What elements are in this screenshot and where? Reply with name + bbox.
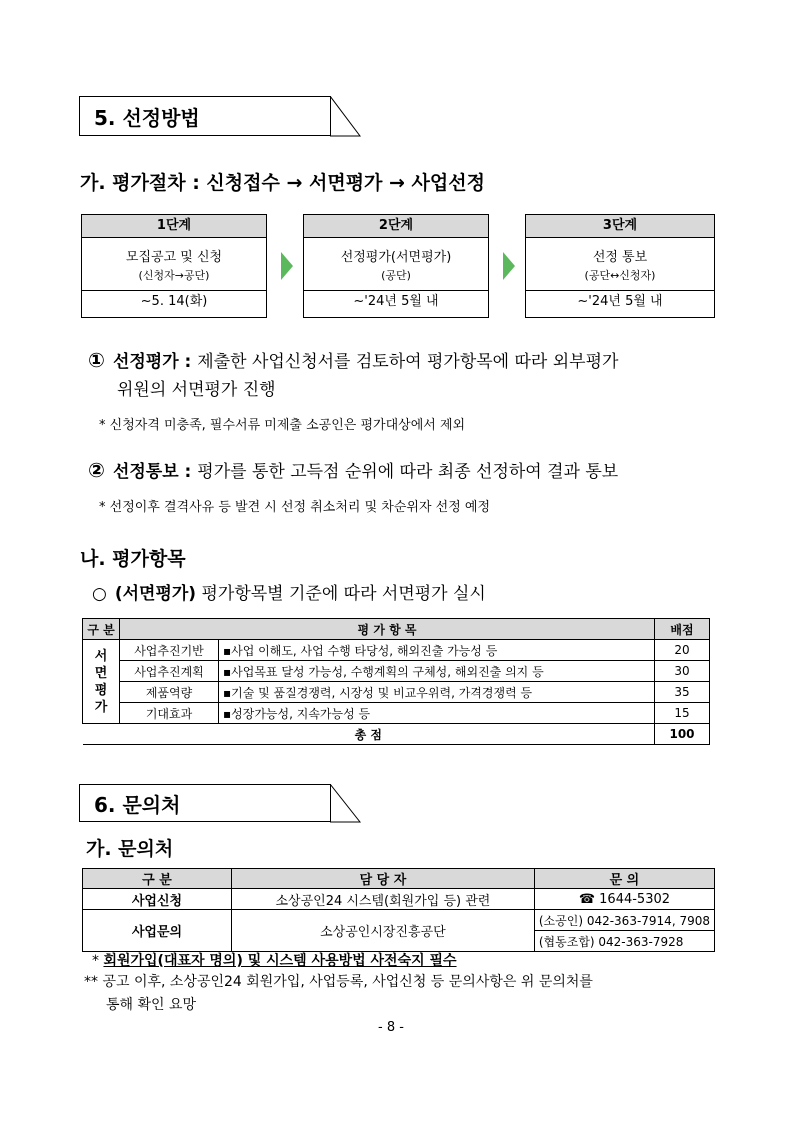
eval-row-desc: ▪성장가능성, 지속가능성 등 <box>219 703 655 724</box>
eval-col-score: 배점 <box>655 619 710 640</box>
step-2-box <box>303 214 489 318</box>
step-1-head: 1단계 <box>82 215 266 238</box>
eval-row-name: 사업추진기반 <box>120 640 219 661</box>
item-1-label: 선정평가 <box>112 352 179 372</box>
eval-total-score: 100 <box>655 724 710 745</box>
item-2-label: 선정통보 <box>112 462 179 482</box>
table-row <box>83 640 710 661</box>
item-2-text: 평가를 통한 고득점 순위에 따라 최종 선정하여 결과 통보 <box>197 462 619 482</box>
eval-row-desc: ▪사업 이해도, 사업 수행 타당성, 해외진출 가능성 등 <box>219 640 655 661</box>
eval-group-label: 서 면 평 가 <box>83 640 120 724</box>
arrow-right-icon <box>281 252 293 280</box>
footnote-2-mark: ** <box>84 974 98 990</box>
contact-row-division: 사업문의 <box>83 910 232 952</box>
page-number: - 8 - <box>378 1020 404 1035</box>
eval-row-name: 사업추진계획 <box>120 661 219 682</box>
section-6-header-tail <box>330 784 362 823</box>
eval-row-score: 20 <box>655 640 710 661</box>
contact-col-division: 구 분 <box>83 869 232 889</box>
step-3-date: ~'24년 5월 내 <box>577 294 663 309</box>
footnote-2-line2: 통해 확인 요망 <box>106 997 197 1013</box>
section-5-title: 5. 선정방법 <box>94 105 200 130</box>
step-1-date: ~5. 14(화) <box>140 294 208 309</box>
table-row <box>83 703 710 724</box>
arrow-right-icon <box>503 252 515 280</box>
contact-row-inquiry: (협동조합) 042-363-7928 <box>534 931 714 952</box>
step-3-box <box>525 214 715 318</box>
eval-intro-text: 평가항목별 기준에 따라 서면평가 실시 <box>201 584 486 604</box>
table-row <box>83 682 710 703</box>
step-3-head: 3단계 <box>526 215 714 238</box>
eval-row-desc: ▪사업목표 달성 가능성, 수행계획의 구체성, 해외진출 의지 등 <box>219 661 655 682</box>
item-1-sep: : <box>178 352 198 372</box>
step-2-sub: (공단) <box>381 268 411 282</box>
eval-col-division: 구 분 <box>83 619 120 640</box>
item-1-text-line2: 위원의 서면평가 진행 <box>117 380 276 400</box>
item-1-note: * 신청자격 미충족, 필수서류 미제출 소공인은 평가대상에서 제외 <box>99 418 466 433</box>
eval-intro-label: (서면평가) <box>114 584 197 604</box>
procedure-heading: 가. 평가절차 : 신청접수 → 서면평가 → 사업선정 <box>80 172 485 194</box>
step-2-date: ~'24년 5월 내 <box>353 294 439 309</box>
evaluation-table <box>82 618 710 745</box>
item-2-note: * 선정이후 결격사유 등 발견 시 선정 취소처리 및 차순위자 선정 예정 <box>99 500 491 515</box>
eval-row-name: 제품역량 <box>120 682 219 703</box>
eval-intro <box>92 580 486 608</box>
table-row-total <box>83 724 710 745</box>
step-1-box <box>81 214 267 318</box>
footnote-1-mark: * <box>92 953 99 969</box>
eval-col-items: 평 가 항 목 <box>120 619 655 640</box>
step-3-sub: (공단↔신청자) <box>584 268 656 282</box>
contact-row-inquiry: (소공인) 042-363-7914, 7908 <box>534 910 714 931</box>
section-5-header-tail <box>330 96 362 137</box>
footnote-1 <box>92 950 457 970</box>
eval-row-score: 30 <box>655 661 710 682</box>
eval-heading: 나. 평가항목 <box>80 548 186 570</box>
eval-row-score: 35 <box>655 682 710 703</box>
step-1-title: 모집공고 및 신청 <box>125 249 223 265</box>
contact-col-person: 담 당 자 <box>232 869 535 889</box>
step-1-sub: (신청자→공단) <box>138 268 210 282</box>
item-1-text: 제출한 사업신청서를 검토하여 평가항목에 따라 외부평가 <box>197 352 619 372</box>
footnote-1-text: 회원가입(대표자 명의) 및 시스템 사용방법 사전숙지 필수 <box>103 953 457 969</box>
contact-col-inquiry: 문 의 <box>534 869 714 889</box>
contact-heading: 가. 문의처 <box>86 838 174 860</box>
step-3-title: 선정 통보 <box>592 249 648 265</box>
step-2-title: 선정평가(서면평가) <box>340 249 452 265</box>
item-1 <box>88 346 728 376</box>
item-1-number: ① <box>88 348 105 372</box>
footnote-2-text: 공고 이후, 소상공인24 회원가입, 사업등록, 사업신청 등 문의사항은 위 문의처를 <box>102 974 593 990</box>
item-2 <box>88 456 728 486</box>
contact-row-division: 사업신청 <box>83 889 232 910</box>
eval-row-score: 15 <box>655 703 710 724</box>
table-row <box>83 661 710 682</box>
contact-row-person: 소상공인24 시스템(회원가입 등) 관련 <box>232 889 535 910</box>
step-2-head: 2단계 <box>304 215 488 238</box>
section-6-header <box>79 784 331 822</box>
table-row <box>83 910 715 931</box>
contact-table <box>82 868 715 952</box>
eval-row-name: 기대효과 <box>120 703 219 724</box>
footnote-2 <box>84 972 593 993</box>
item-2-sep: : <box>178 462 198 482</box>
contact-row-inquiry: ☎ 1644-5302 <box>534 889 714 910</box>
item-2-number: ② <box>88 458 105 482</box>
eval-row-desc: ▪기술 및 품질경쟁력, 시장성 및 비교우위력, 가격경쟁력 등 <box>219 682 655 703</box>
bullet-circle-icon: ○ <box>92 584 107 604</box>
eval-total-label: 총 점 <box>83 724 655 745</box>
section-5-header <box>79 96 331 136</box>
contact-row-person: 소상공인시장진흥공단 <box>232 910 535 952</box>
table-row <box>83 889 715 910</box>
section-6-title: 6. 문의처 <box>94 792 181 817</box>
